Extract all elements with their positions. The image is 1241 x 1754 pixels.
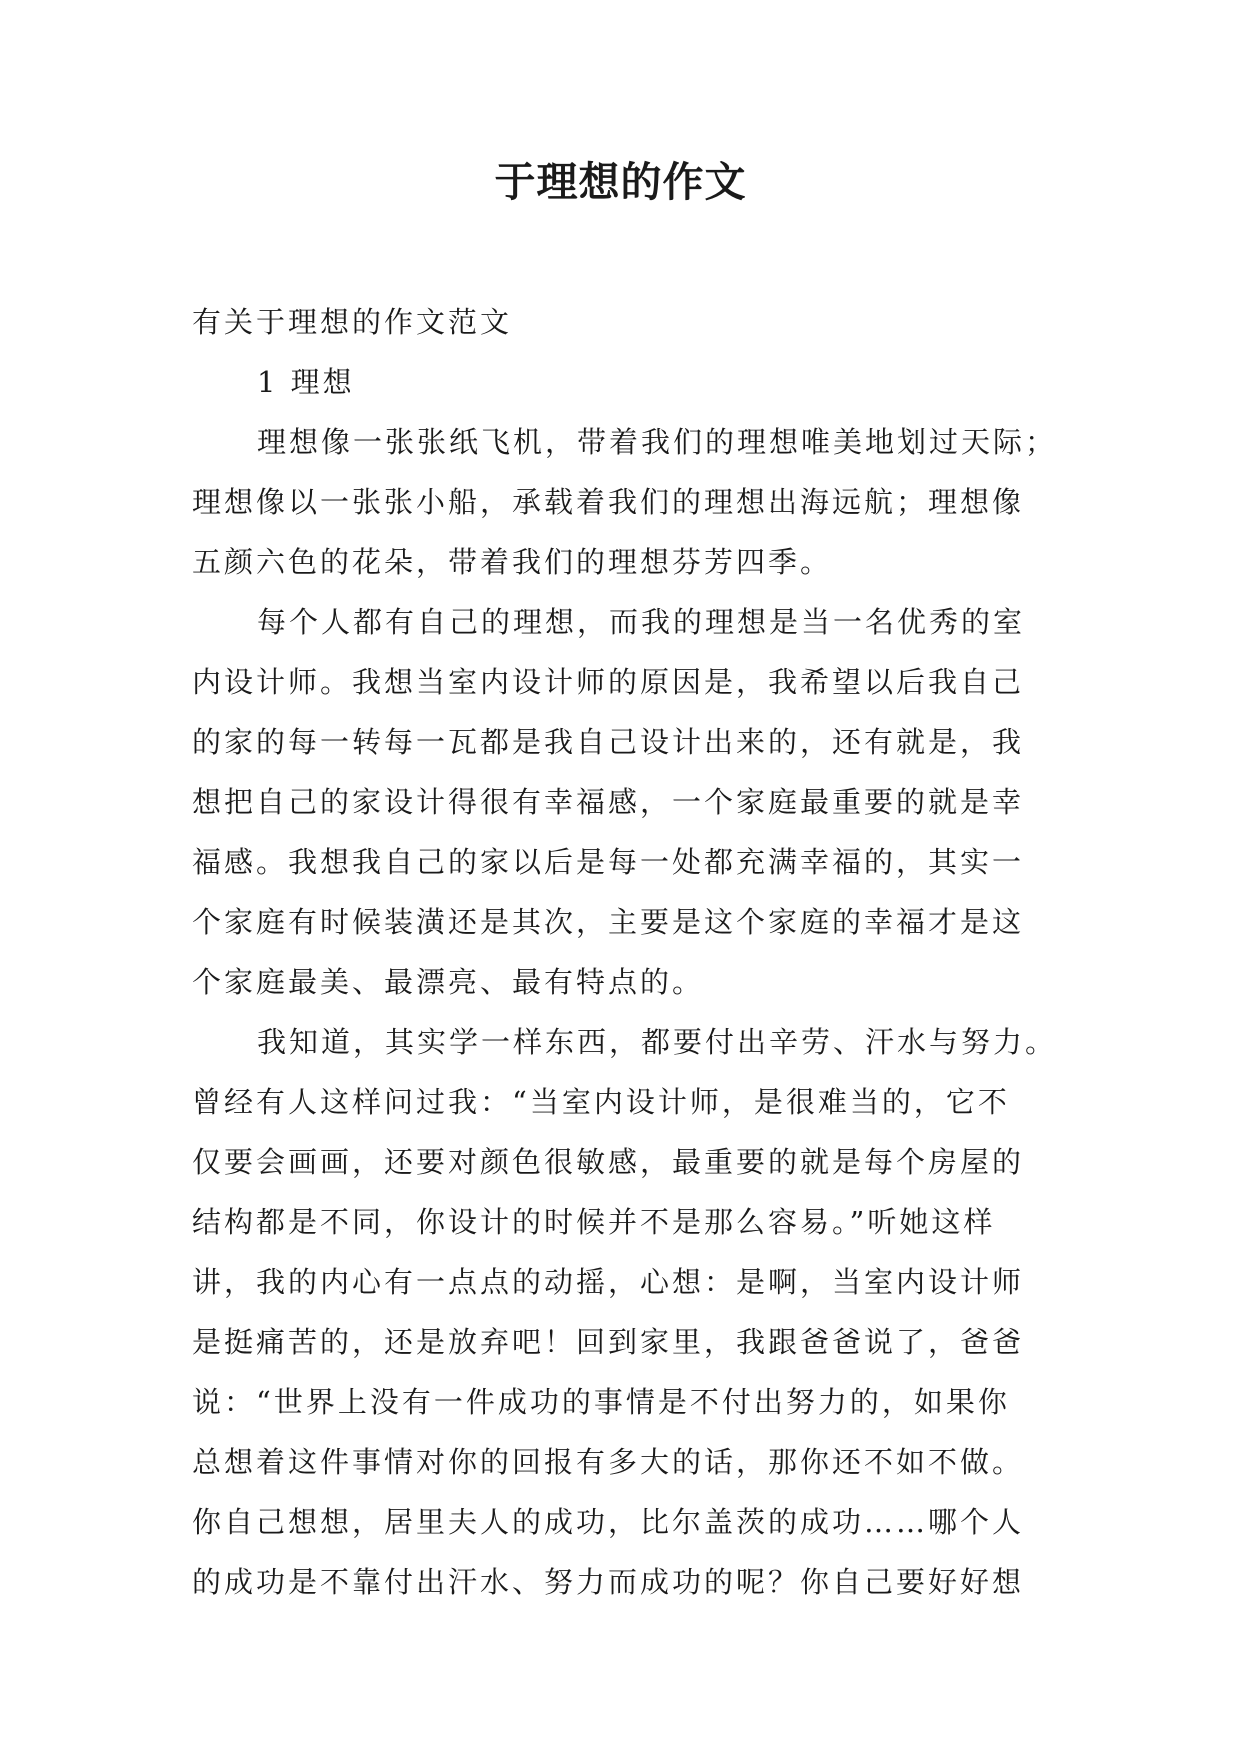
text-line: 说：“世界上没有一件成功的事情是不付出努力的，如果你 [192, 1385, 1010, 1419]
text-line: 个家庭最美、最漂亮、最有特点的。 [192, 965, 705, 999]
document-body [192, 292, 1058, 1612]
text-line: 曾经有人这样问过我：“当室内设计师，是很难当的，它不 [192, 1085, 1010, 1119]
text-line: 结构都是不同，你设计的时候并不是那么容易。”听她这样 [192, 1205, 996, 1239]
text-line: 讲，我的内心有一点点的动摇，心想：是啊，当室内设计师 [192, 1265, 1025, 1299]
text-line: 理想像以一张张小船，承载着我们的理想出海远航；理想像 [192, 485, 1025, 519]
text-line: 五颜六色的花朵，带着我们的理想芬芳四季。 [192, 545, 833, 579]
text-line: 的家的每一转每一瓦都是我自己设计出来的，还有就是，我 [192, 725, 1025, 759]
text-line: 有关于理想的作文范文 [192, 305, 513, 339]
text-line: 我知道，其实学一样东西，都要付出辛劳、汗水与努力。 [257, 1025, 1058, 1059]
document-title: 于理想的作文 [494, 158, 747, 206]
text-line: 福感。我想我自己的家以后是每一处都充满幸福的，其实一 [192, 845, 1025, 879]
text-line: 1 理想 [257, 365, 355, 399]
text-line: 内设计师。我想当室内设计师的原因是，我希望以后我自己 [192, 665, 1025, 699]
text-line: 仅要会画画，还要对颜色很敏感，最重要的就是每个房屋的 [192, 1145, 1025, 1179]
text-line: 想把自己的家设计得很有幸福感，一个家庭最重要的就是幸 [192, 785, 1025, 819]
text-line: 是挺痛苦的，还是放弃吧！回到家里，我跟爸爸说了，爸爸 [192, 1325, 1025, 1359]
text-line: 每个人都有自己的理想，而我的理想是当一名优秀的室 [257, 605, 1026, 639]
text-line: 总想着这件事情对你的回报有多大的话，那你还不如不做。 [192, 1445, 1025, 1479]
text-line: 你自己想想，居里夫人的成功，比尔盖茨的成功……哪个人 [192, 1505, 1025, 1539]
text-line: 的成功是不靠付出汗水、努力而成功的呢？你自己要好好想 [192, 1565, 1025, 1599]
text-line: 个家庭有时候装潢还是其次，主要是这个家庭的幸福才是这 [192, 905, 1025, 939]
text-line: 理想像一张张纸飞机，带着我们的理想唯美地划过天际； [257, 425, 1058, 459]
